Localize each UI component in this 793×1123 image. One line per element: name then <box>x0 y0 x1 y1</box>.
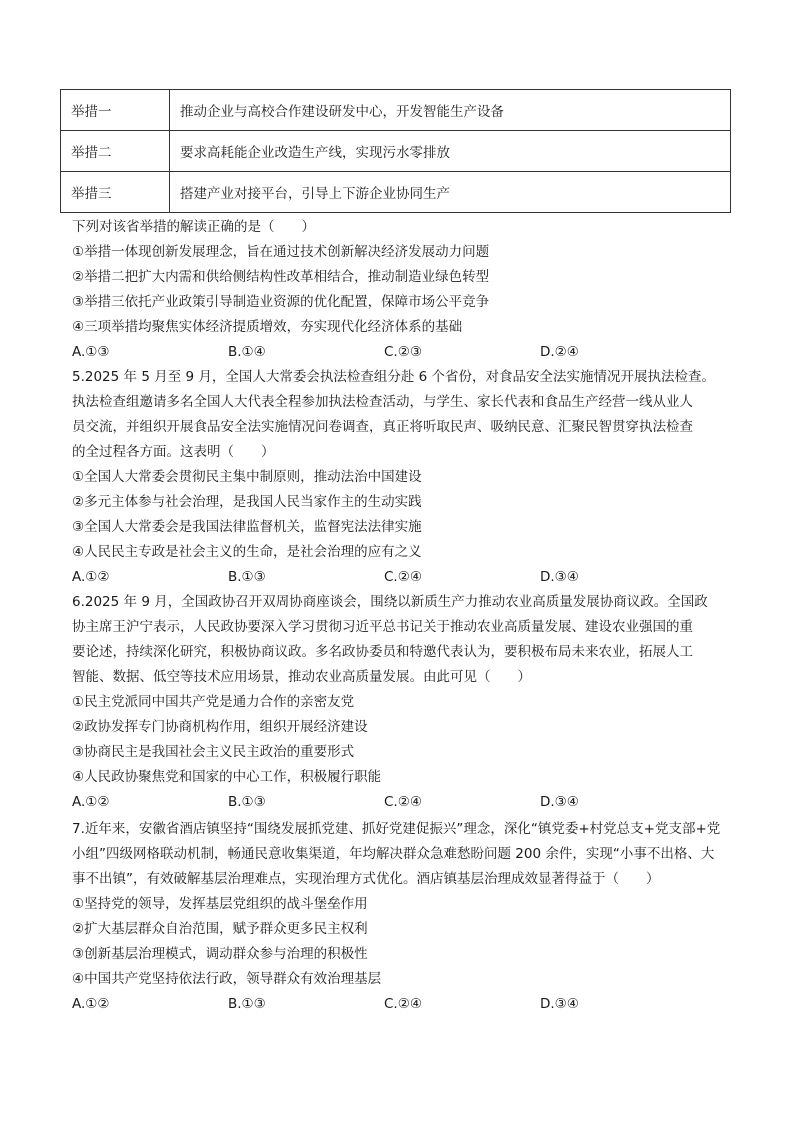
row-label: 举措二 <box>61 131 170 172</box>
q7-option-b[interactable]: B.①③ <box>228 996 266 1012</box>
q5-statement-1: ①全国人大常委会贯彻民主集中制原则，推动法治中国建设 <box>72 469 422 485</box>
measures-table <box>60 89 731 213</box>
q5-option-a[interactable]: A.①② <box>72 569 110 585</box>
q5-option-d[interactable]: D.③④ <box>540 569 579 585</box>
q4-option-c[interactable]: C.②③ <box>384 344 422 360</box>
q4-option-d[interactable]: D.②④ <box>540 344 579 360</box>
q5-statement-4: ④人民民主专政是社会主义的生命，是社会治理的应有之义 <box>72 544 422 560</box>
q7-stem-line-3: 事不出镇”，有效破解基层治理难点，实现治理方式优化。酒店镇基层治理成效显著得益于（ ） <box>72 871 660 887</box>
q6-stem-line-4: 智能、数据、低空等技术应用场景，推动农业高质量发展。由此可见（ ） <box>72 669 531 685</box>
q4-option-a[interactable]: A.①③ <box>72 344 110 360</box>
q4-statement-1: ①举措一体现创新发展理念，旨在通过技术创新解决经济发展动力问题 <box>72 244 490 260</box>
q5-stem-line-2: 执法检查组邀请多名全国人大代表全程参加执法检查活动，与学生、家长代表和食品生产经营一线从业人 <box>72 394 693 410</box>
q4-statement-2: ②举措二把扩大内需和供给侧结构性改革相结合，推动制造业绿色转型 <box>72 269 490 285</box>
q6-statement-4: ④人民政协聚焦党和国家的中心工作，积极履行职能 <box>72 769 382 785</box>
q7-statement-2: ②扩大基层群众自治范围，赋予群众更多民主权利 <box>72 921 368 937</box>
q5-stem-line-3: 员交流，并组织开展食品安全法实施情况问卷调查，真正将听取民声、吸纳民意、汇聚民智贯穿执法检查 <box>72 419 693 435</box>
row-label: 举措一 <box>61 90 170 131</box>
q4-statement-4: ④三项举措均聚焦实体经济提质增效，夯实现代化经济体系的基础 <box>72 319 463 335</box>
table-row <box>61 90 731 131</box>
q5-statement-2: ②多元主体参与社会治理，是我国人民当家作主的生动实践 <box>72 494 422 510</box>
q7-option-a[interactable]: A.①② <box>72 996 110 1012</box>
q6-option-c[interactable]: C.②④ <box>384 794 422 810</box>
q4-option-b[interactable]: B.①④ <box>228 344 266 360</box>
q5-option-b[interactable]: B.①③ <box>228 569 266 585</box>
q7-option-d[interactable]: D.③④ <box>540 996 579 1012</box>
q6-option-b[interactable]: B.①③ <box>228 794 266 810</box>
q4-statement-3: ③举措三依托产业政策引导制造业资源的优化配置，保障市场公平竞争 <box>72 294 490 310</box>
q7-option-c[interactable]: C.②④ <box>384 996 422 1012</box>
table-row <box>61 131 731 172</box>
q7-statement-4: ④中国共产党坚持依法行政，领导群众有效治理基层 <box>72 971 382 987</box>
q6-statement-3: ③协商民主是我国社会主义民主政治的重要形式 <box>72 744 355 760</box>
q5-statement-3: ③全国人大常委会是我国法律监督机关，监督宪法法律实施 <box>72 519 422 535</box>
row-label: 举措三 <box>61 172 170 213</box>
table-row <box>61 172 731 213</box>
row-content: 推动企业与高校合作建设研发中心，开发智能生产设备 <box>170 90 731 131</box>
q7-stem-line-2: 小组”四级网格联动机制，畅通民意收集渠道，年均解决群众急难愁盼问题 200 余件，实现“小事不出格、大 <box>72 846 715 862</box>
q7-statement-1: ①坚持党的领导，发挥基层党组织的战斗堡垒作用 <box>72 896 368 912</box>
q7-stem-line-1: 7.近年来，安徽省酒店镇坚持“围绕发展抓党建、抓好党建促振兴”理念，深化“镇党委+村党总支+党支部+党 <box>72 821 721 837</box>
q6-stem-line-1: 6.2025 年 9 月，全国政协召开双周协商座谈会，围绕以新质生产力推动农业高质量发展协商议政。全国政 <box>72 594 708 610</box>
q6-stem-line-2: 协主席王沪宁表示，人民政协要深入学习贯彻习近平总书记关于推动农业高质量发展、建设农业强国的重 <box>72 619 693 635</box>
q5-stem-line-4: 的全过程各方面。这表明（ ） <box>72 444 275 460</box>
q6-option-a[interactable]: A.①② <box>72 794 110 810</box>
q6-statement-2: ②政协发挥专门协商机构作用，组织开展经济建设 <box>72 719 368 735</box>
q5-stem-line-1: 5.2025 年 5 月至 9 月，全国人大常委会执法检查组分赴 6 个省份，对食品安全法实施情况开展执法检查。 <box>72 369 716 385</box>
q4-stem: 下列对该省举措的解读正确的是（ ） <box>72 219 315 235</box>
q6-statement-1: ①民主党派同中国共产党是通力合作的亲密友党 <box>72 694 355 710</box>
row-content: 搭建产业对接平台，引导上下游企业协同生产 <box>170 172 731 213</box>
q7-statement-3: ③创新基层治理模式，调动群众参与治理的积极性 <box>72 946 368 962</box>
q5-option-c[interactable]: C.②④ <box>384 569 422 585</box>
q6-option-d[interactable]: D.③④ <box>540 794 579 810</box>
row-content: 要求高耗能企业改造生产线，实现污水零排放 <box>170 131 731 172</box>
q6-stem-line-3: 要论述，持续深化研究，积极协商议政。多名政协委员和特邀代表认为，要积极布局未来农业，拓展人工 <box>72 644 693 660</box>
